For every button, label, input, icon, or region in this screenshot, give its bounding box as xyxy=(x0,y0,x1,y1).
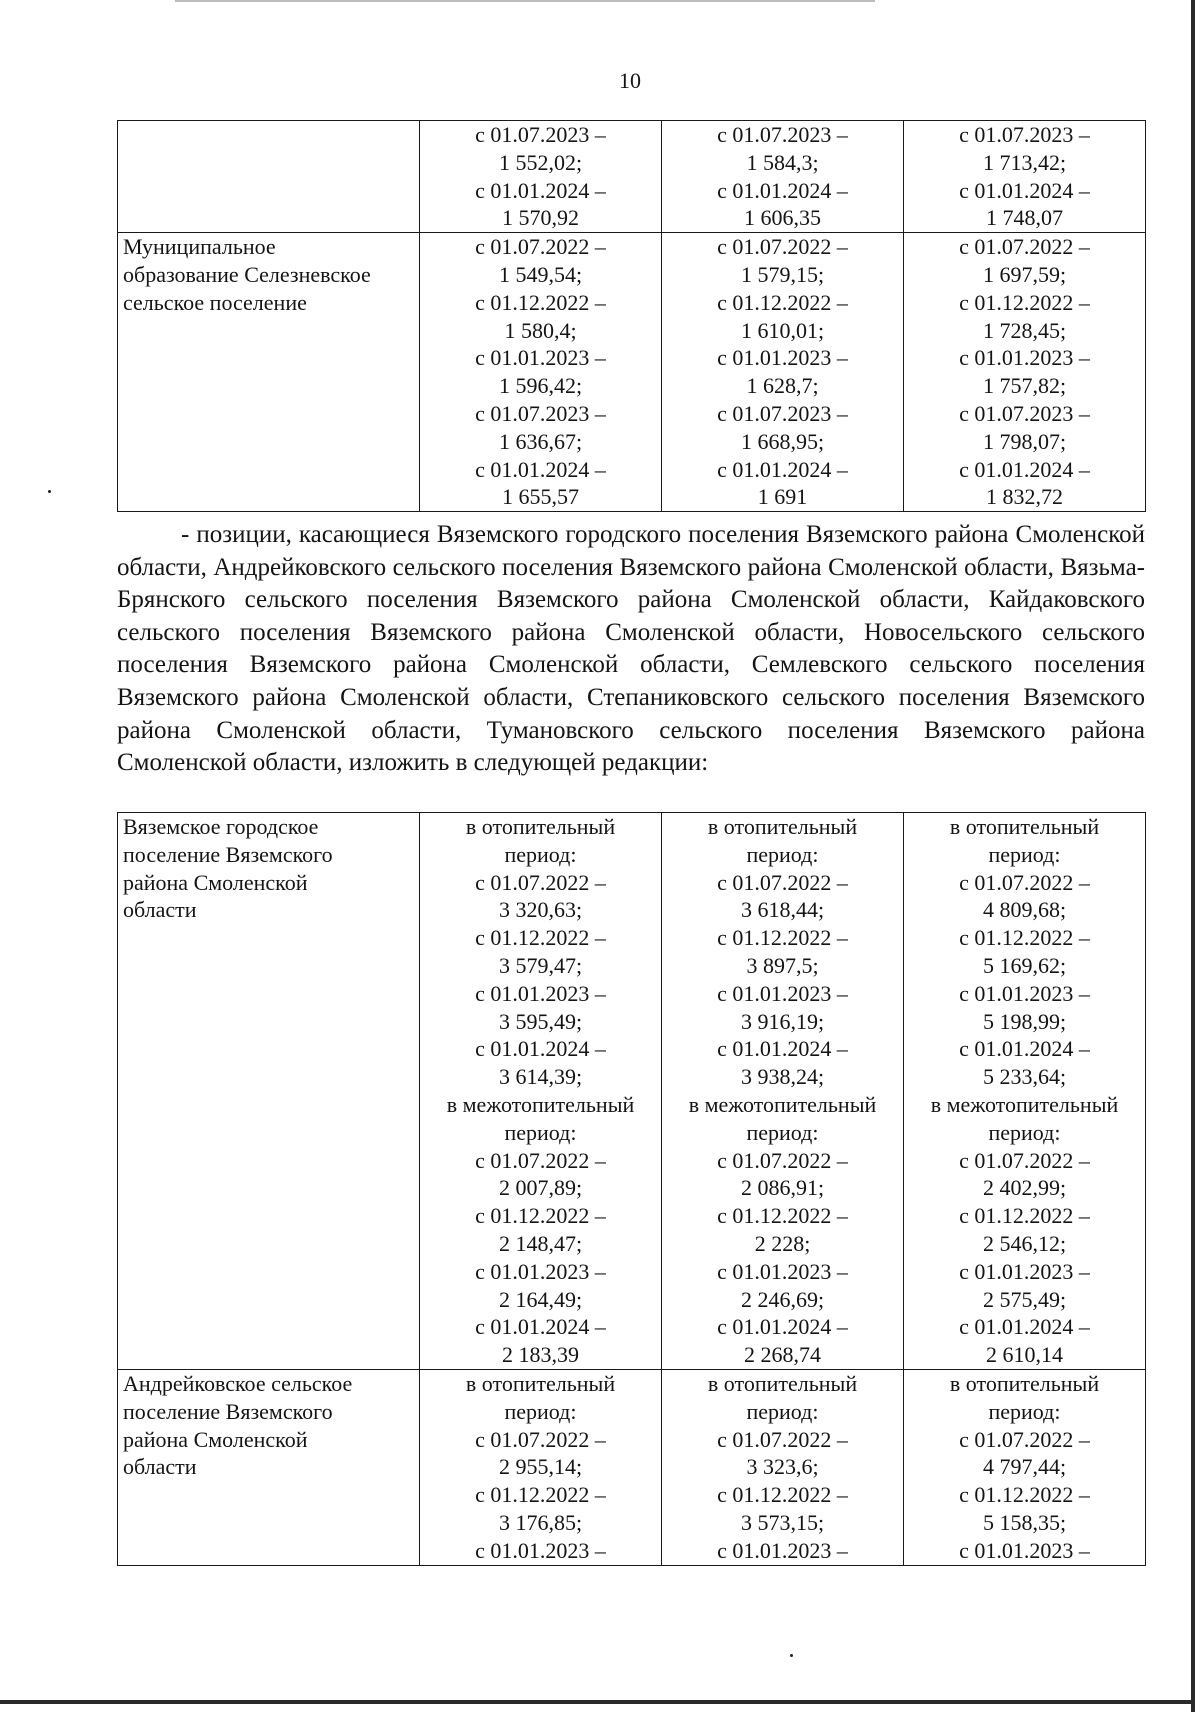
tariff-line: с 01.07.2023 – xyxy=(959,122,1090,147)
settlement-name-cell xyxy=(118,121,420,233)
top-edge-rule xyxy=(175,0,875,2)
tariff-line: с 01.12.2022 – xyxy=(717,289,848,315)
tariff-line: 2 402,99; xyxy=(982,1175,1067,1201)
tariff-line: 2 955,14; xyxy=(498,1454,583,1480)
settlement-name-line: образование Селезневское xyxy=(123,261,371,287)
tariff-line: с 01.01.2023 – xyxy=(717,345,848,371)
tariff-line: 3 579,47; xyxy=(498,952,583,978)
tariff-line: 1 610,01; xyxy=(740,317,825,343)
tariff-line: 2 086,91; xyxy=(740,1175,825,1201)
tariff-line: с 01.01.2024 – xyxy=(959,1314,1090,1340)
tariff-line: 4 797,44; xyxy=(982,1454,1067,1480)
tariff-table-continued xyxy=(117,120,1146,512)
tariff-line: 3 573,15; xyxy=(740,1509,825,1535)
tariff-line: 1 579,15; xyxy=(740,261,825,287)
tariff-line: с 01.12.2022 – xyxy=(475,1482,606,1508)
tariff-line: 1 636,67; xyxy=(498,428,583,454)
tariff-line: период: xyxy=(988,1119,1061,1145)
tariff-line: с 01.12.2022 – xyxy=(717,1482,848,1508)
tariff-line: период: xyxy=(504,1398,577,1424)
tariff-line: в межотопительный xyxy=(688,1091,877,1117)
tariff-line: 1 584,3; xyxy=(746,149,819,175)
tariff-line: 3 320,63; xyxy=(498,897,583,923)
tariff-line: с 01.01.2024 – xyxy=(475,1314,606,1340)
tariff-line: в отопительный xyxy=(949,1370,1100,1396)
tariff-line: 1 655,57 xyxy=(502,484,579,510)
table-row xyxy=(118,1369,1146,1565)
tariff-line: период: xyxy=(504,1119,577,1145)
tariff-line: 1 668,95; xyxy=(740,428,825,454)
tariff-cell xyxy=(904,121,1146,233)
tariff-line: с 01.01.2023 – xyxy=(959,1537,1090,1563)
tariff-line: с 01.12.2022 – xyxy=(475,289,606,315)
tariff-table-new-edition xyxy=(117,812,1146,1566)
tariff-line: в межотопительный xyxy=(446,1091,635,1117)
tariff-cell xyxy=(420,233,662,512)
tariff-line: с 01.07.2022 – xyxy=(475,234,606,260)
tariff-line: 1 713,42; xyxy=(982,149,1067,175)
tariff-line: 2 546,12; xyxy=(982,1230,1067,1256)
tariff-line: 5 233,64; xyxy=(982,1064,1067,1090)
tariff-line: 3 176,85; xyxy=(498,1509,583,1535)
tariff-cell xyxy=(904,1369,1146,1565)
settlement-name-cell xyxy=(118,233,420,512)
tariff-line: с 01.01.2024 – xyxy=(717,456,848,482)
tariff-line: 2 183,39 xyxy=(502,1342,579,1368)
tariff-line: с 01.07.2022 – xyxy=(475,1426,606,1452)
tariff-line: 4 809,68; xyxy=(982,897,1067,923)
tariff-line: с 01.12.2022 – xyxy=(959,1203,1090,1229)
settlement-name-line: поселение Вяземского xyxy=(123,1398,333,1424)
tariff-line: с 01.01.2023 – xyxy=(959,980,1090,1006)
tariff-line: период: xyxy=(746,1119,819,1145)
settlement-name-line: района Смоленской xyxy=(123,869,308,895)
scan-speck xyxy=(790,1654,793,1657)
tariff-line: с 01.07.2023 – xyxy=(717,400,848,426)
tariff-line: 3 595,49; xyxy=(498,1008,583,1034)
tariff-line: 3 614,39; xyxy=(498,1064,583,1090)
tariff-cell xyxy=(662,1369,904,1565)
tariff-line: с 01.12.2022 – xyxy=(959,925,1090,951)
tariff-line: с 01.07.2023 – xyxy=(717,122,848,147)
right-edge-rule xyxy=(1191,0,1195,1712)
table-row xyxy=(118,121,1146,233)
tariff-line: период: xyxy=(746,841,819,867)
tariff-line: в отопительный xyxy=(949,814,1100,839)
tariff-line: с 01.12.2022 – xyxy=(717,1203,848,1229)
tariff-line: 3 618,44; xyxy=(740,897,825,923)
settlement-name-line: Андрейковское сельское xyxy=(123,1370,353,1396)
tariff-line: с 01.07.2022 – xyxy=(959,1426,1090,1452)
page-number: 10 xyxy=(619,68,641,93)
tariff-line: в отопительный xyxy=(707,1370,858,1396)
tariff-line: в отопительный xyxy=(465,814,616,839)
tariff-line: 1 798,07; xyxy=(982,428,1067,454)
tariff-line: 2 246,69; xyxy=(740,1286,825,1312)
tariff-line: с 01.12.2022 – xyxy=(717,925,848,951)
tariff-line: 1 580,4; xyxy=(504,317,577,343)
tariff-line: период: xyxy=(988,841,1061,867)
tariff-line: с 01.01.2023 – xyxy=(717,980,848,1006)
tariff-line: 1 570,92 xyxy=(502,205,579,231)
tariff-line: 5 169,62; xyxy=(982,952,1067,978)
table-row xyxy=(118,813,1146,1370)
tariff-line: с 01.12.2022 – xyxy=(475,925,606,951)
tariff-line: 2 268,74 xyxy=(744,1342,821,1368)
tariff-line: период: xyxy=(746,1398,819,1424)
tariff-line: в межотопительный xyxy=(930,1091,1119,1117)
tariff-line: в отопительный xyxy=(707,814,858,839)
settlement-name-line: области xyxy=(123,1454,197,1480)
tariff-line: 1 549,54; xyxy=(498,261,583,287)
tariff-line: с 01.01.2024 – xyxy=(475,177,606,203)
tariff-cell xyxy=(904,813,1146,1370)
tariff-line: с 01.01.2024 – xyxy=(475,456,606,482)
tariff-line: 3 938,24; xyxy=(740,1064,825,1090)
tariff-line: с 01.07.2022 – xyxy=(717,1147,848,1173)
tariff-line: период: xyxy=(504,841,577,867)
tariff-line: 2 575,49; xyxy=(982,1286,1067,1312)
tariff-line: 2 164,49; xyxy=(498,1286,583,1312)
tariff-line: с 01.01.2024 – xyxy=(717,1036,848,1062)
tariff-line: 1 606,35 xyxy=(744,205,821,231)
tariff-line: 1 596,42; xyxy=(498,373,583,399)
tariff-line: с 01.07.2022 – xyxy=(475,869,606,895)
tariff-line: с 01.07.2022 – xyxy=(959,869,1090,895)
tariff-line: с 01.01.2024 – xyxy=(959,456,1090,482)
tariff-line: с 01.01.2024 – xyxy=(475,1036,606,1062)
tariff-line: 3 323,6; xyxy=(746,1454,819,1480)
tariff-line: с 01.01.2023 – xyxy=(475,1258,606,1284)
settlement-name-cell xyxy=(118,1369,420,1565)
tariff-line: с 01.07.2022 – xyxy=(475,1147,606,1173)
tariff-line: с 01.01.2023 – xyxy=(717,1537,848,1563)
settlement-name-line: области xyxy=(123,897,197,923)
tariff-line: с 01.07.2023 – xyxy=(475,122,606,147)
tariff-line: 2 007,89; xyxy=(498,1175,583,1201)
tariff-line: с 01.07.2023 – xyxy=(475,400,606,426)
tariff-line: с 01.01.2024 – xyxy=(717,1314,848,1340)
tariff-cell xyxy=(662,233,904,512)
settlement-name-line: Вяземское городское xyxy=(123,814,319,839)
tariff-line: с 01.12.2022 – xyxy=(959,1482,1090,1508)
tariff-line: 1 832,72 xyxy=(986,484,1063,510)
tariff-line: с 01.01.2023 – xyxy=(475,345,606,371)
tariff-cell xyxy=(662,121,904,233)
tariff-line: 1 757,82; xyxy=(982,373,1067,399)
tariff-line: с 01.07.2022 – xyxy=(717,234,848,260)
tariff-line: с 01.07.2022 – xyxy=(959,1147,1090,1173)
tariff-line: с 01.01.2023 – xyxy=(475,980,606,1006)
tariff-line: в отопительный xyxy=(465,1370,616,1396)
tariff-cell xyxy=(420,1369,662,1565)
tariff-line: 1 728,45; xyxy=(982,317,1067,343)
tariff-line: 1 748,07 xyxy=(986,205,1063,231)
tariff-line: с 01.01.2023 – xyxy=(959,1258,1090,1284)
scan-speck xyxy=(48,490,51,493)
tariff-line: с 01.01.2023 – xyxy=(717,1258,848,1284)
settlement-name-line: поселение Вяземского xyxy=(123,841,333,867)
tariff-line: 2 610,14 xyxy=(986,1342,1063,1368)
settlement-name-line: Муниципальное xyxy=(123,234,276,260)
tariff-line: с 01.01.2023 – xyxy=(475,1537,606,1563)
settlement-name-line: сельское поселение xyxy=(123,289,307,315)
tariff-line: с 01.01.2023 – xyxy=(959,345,1090,371)
tariff-line: с 01.01.2024 – xyxy=(717,177,848,203)
settlement-name-cell xyxy=(118,813,420,1370)
tariff-cell xyxy=(662,813,904,1370)
tariff-line: с 01.01.2024 – xyxy=(959,1036,1090,1062)
bottom-edge-rule xyxy=(0,1700,1195,1704)
tariff-line: 3 897,5; xyxy=(746,952,819,978)
tariff-line: 1 552,02; xyxy=(498,149,583,175)
tariff-line: 5 158,35; xyxy=(982,1509,1067,1535)
tariff-line: 1 628,7; xyxy=(746,373,819,399)
tariff-line: 2 228; xyxy=(754,1230,811,1256)
tariff-line: с 01.01.2024 – xyxy=(959,177,1090,203)
tariff-cell xyxy=(904,233,1146,512)
amendment-paragraph: - позиции, касающиеся Вяземского городского поселения Вяземского района Смоленской области, Андрейковского сельского поселения Вяземского района Смоленской области, Вязьма-Брянского сельского поселения Вяземского района Смоленской области, Кайдаковского сельского поселения Вяземского района Смоленской области, Новосельского сельского поселения Вяземского района Смоленской области, Семлевского сельского поселения Вяземского района Смоленской области, Степаниковского сельского поселения Вяземского района Смоленской области, Тумановского сельского поселения Вяземского района Смоленской области, изложить в следующей редакции: xyxy=(117,521,1145,777)
tariff-line: с 01.07.2022 – xyxy=(959,234,1090,260)
tariff-cell xyxy=(420,813,662,1370)
tariff-line: с 01.07.2022 – xyxy=(717,1426,848,1452)
tariff-line: с 01.07.2022 – xyxy=(717,869,848,895)
tariff-line: 1 697,59; xyxy=(982,261,1067,287)
settlement-name-line: района Смоленской xyxy=(123,1426,308,1452)
tariff-line: с 01.07.2023 – xyxy=(959,400,1090,426)
tariff-line: 5 198,99; xyxy=(982,1008,1067,1034)
tariff-line: период: xyxy=(988,1398,1061,1424)
tariff-line: 2 148,47; xyxy=(498,1230,583,1256)
table-row xyxy=(118,233,1146,512)
tariff-line: 3 916,19; xyxy=(740,1008,825,1034)
tariff-line: с 01.12.2022 – xyxy=(475,1203,606,1229)
tariff-line: с 01.12.2022 – xyxy=(959,289,1090,315)
tariff-cell xyxy=(420,121,662,233)
tariff-line: 1 691 xyxy=(757,484,808,510)
